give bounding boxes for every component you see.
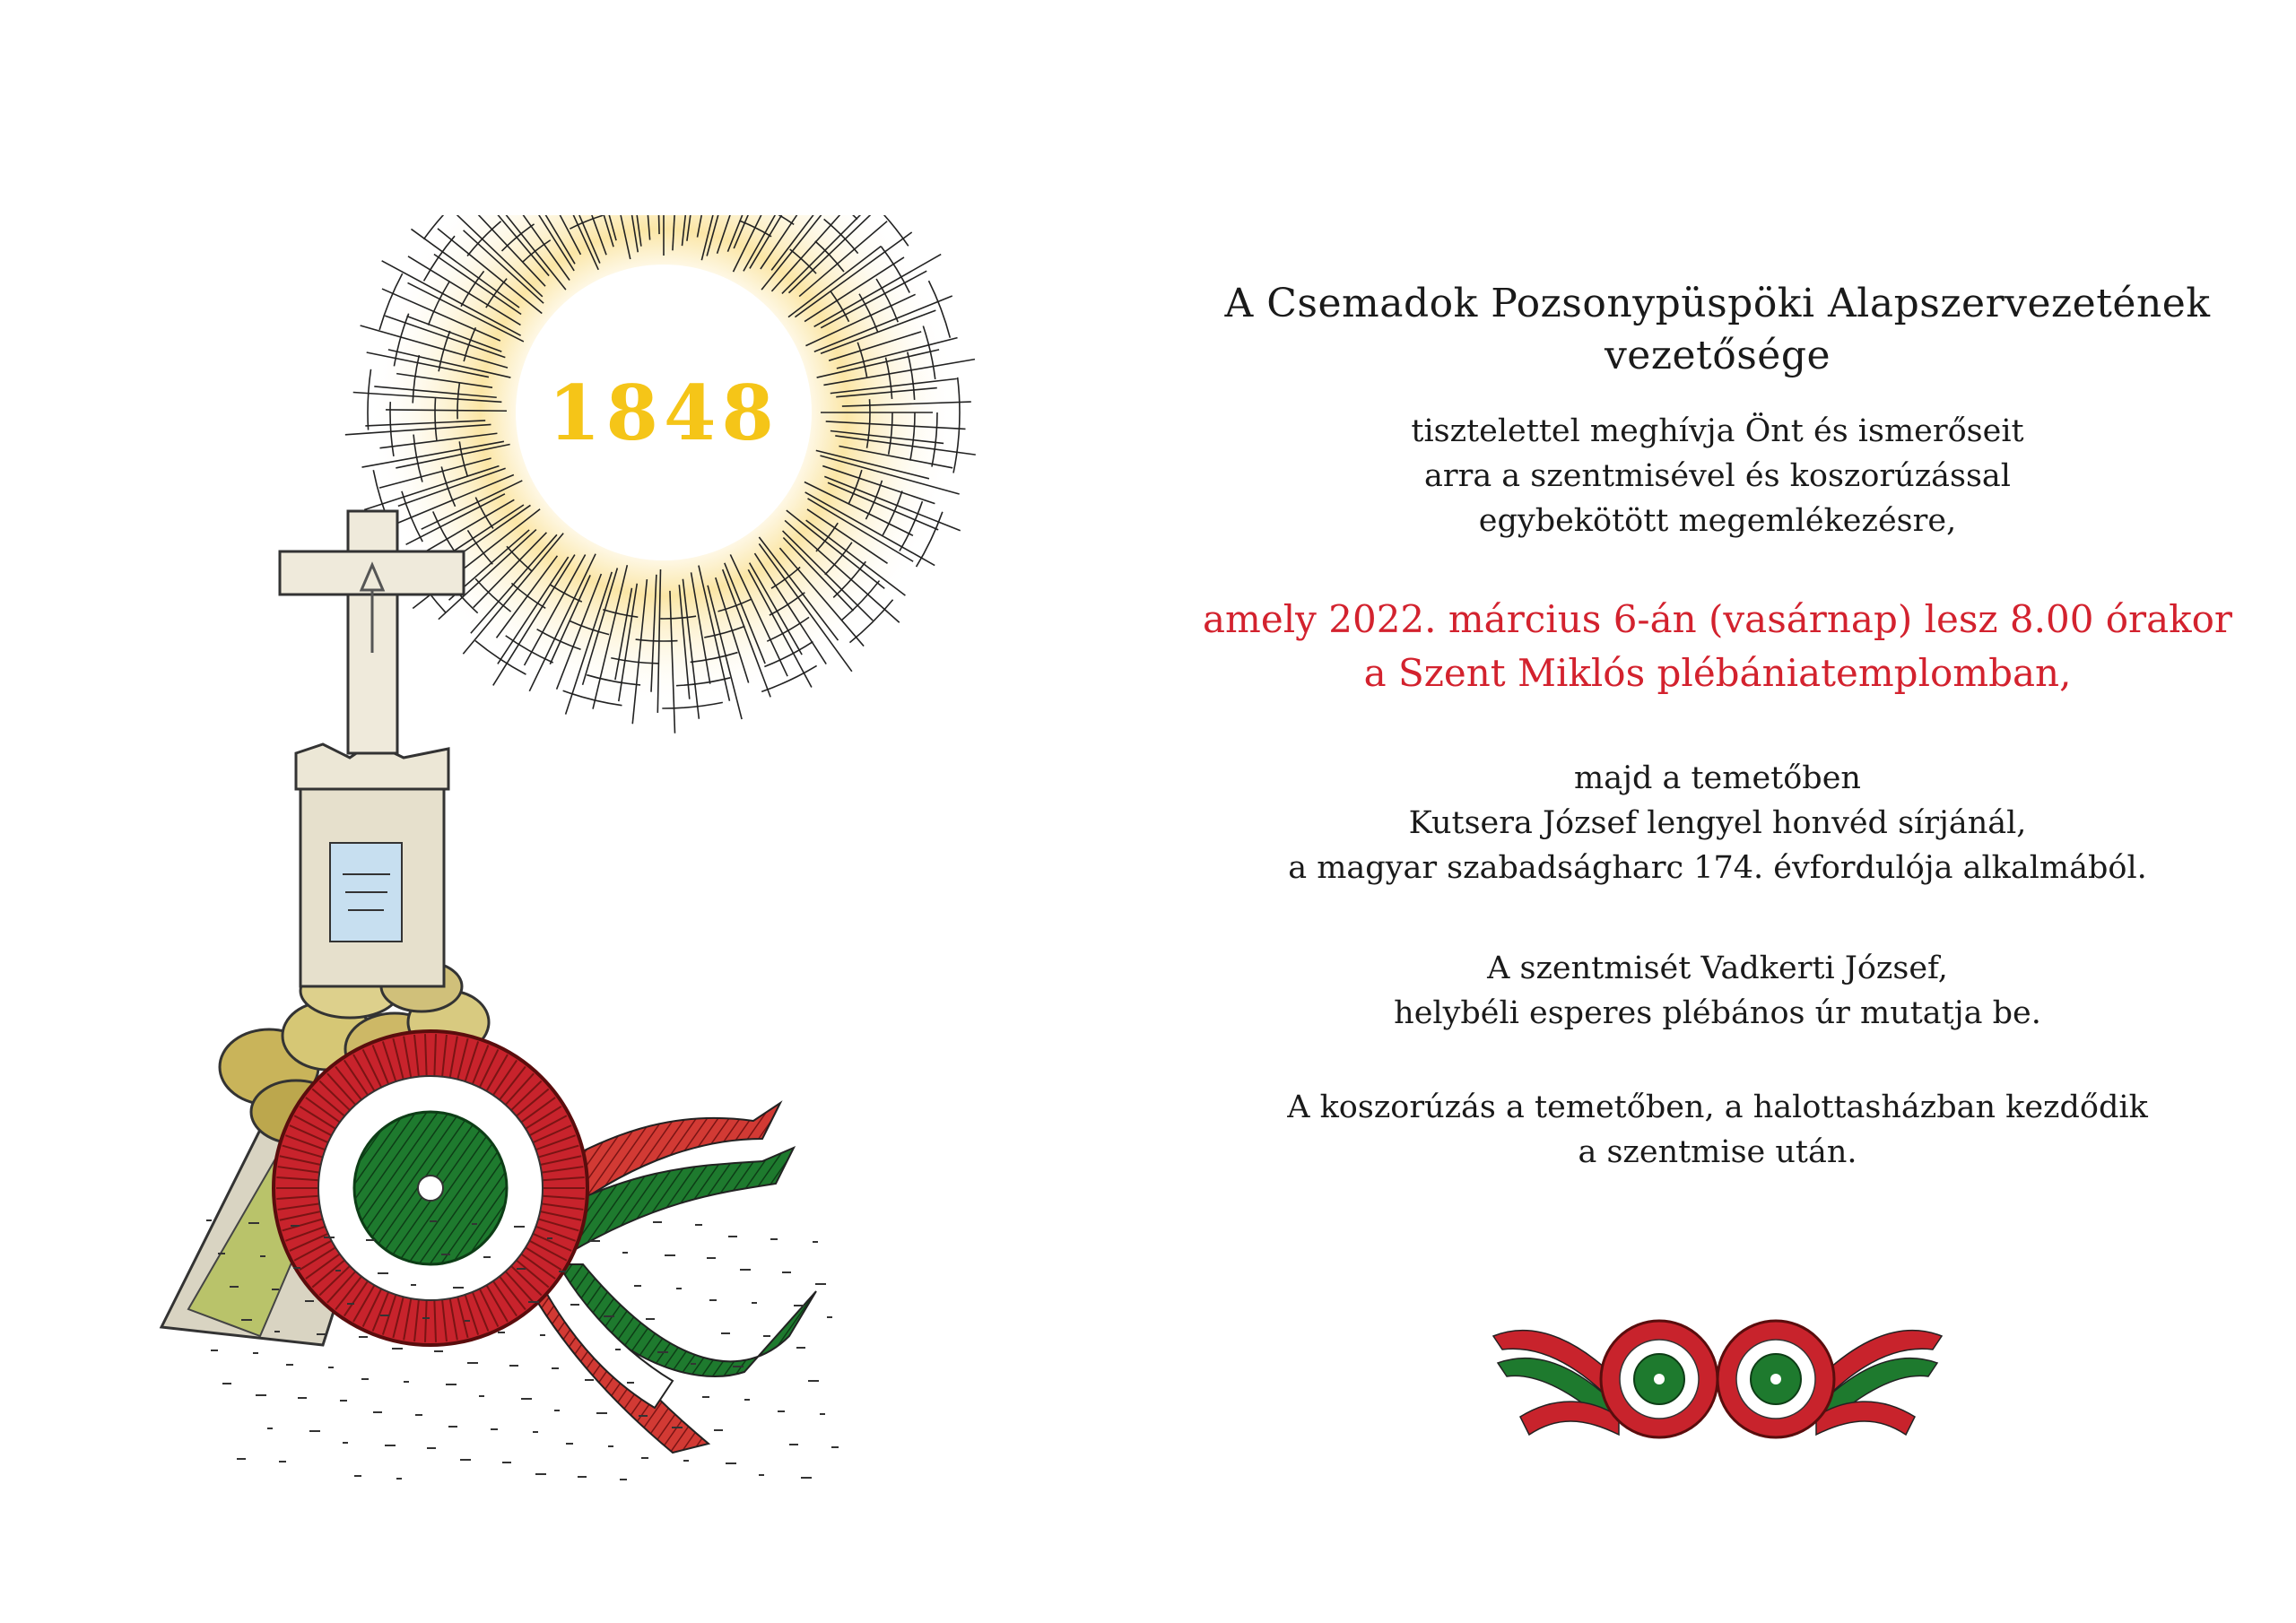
cockade-large: [274, 1031, 587, 1345]
cockade-left: [1601, 1321, 1718, 1437]
cockade-ornament: [1484, 1309, 1951, 1462]
pedestal: [296, 742, 448, 986]
memorial-drawing: [135, 215, 996, 1515]
invitation-text: [1202, 278, 2233, 1175]
memorial-illustration: [135, 215, 996, 1515]
cemetery-line-3: a magyar szabadságharc 174. évfordulója alkalmából.: [1288, 850, 2147, 886]
cockade-right: [1718, 1321, 1834, 1437]
event-date-line: amely 2022. március 6-án (vasárnap) lesz 8.00 órakor: [1203, 597, 2232, 641]
intro-line-1: tisztelettel meghívja Önt és ismerőseit: [1411, 413, 2024, 449]
intro-line-3: egybekötött megemlékezésre,: [1478, 503, 1957, 539]
cemetery-line-2: Kutsera József lengyel honvéd sírjánál,: [1408, 805, 2027, 841]
organizer-line-2: vezetősége: [1604, 333, 1831, 378]
year-1848: 1848: [548, 369, 779, 457]
event-place-line: a Szent Miklós plébániatemplomban,: [1363, 651, 2072, 695]
cockade-pair: [1484, 1309, 1951, 1462]
mass-line-1: A szentmisét Vadkerti József,: [1487, 950, 1948, 986]
cemetery-line-1: majd a temetőben: [1574, 760, 1861, 796]
intro-line-2: arra a szentmisével és koszorúzással: [1423, 458, 2011, 494]
organizer-line-1: A Csemadok Pozsonypüspöki Alapszervezetének: [1224, 281, 2211, 326]
wreath-line-1: A koszorúzás a temetőben, a halottasházban kezdődik: [1287, 1089, 2148, 1125]
mass-line-2: helybéli esperes plébános úr mutatja be.: [1394, 995, 2041, 1031]
wreath-line-2: a szentmise után.: [1578, 1134, 1857, 1170]
